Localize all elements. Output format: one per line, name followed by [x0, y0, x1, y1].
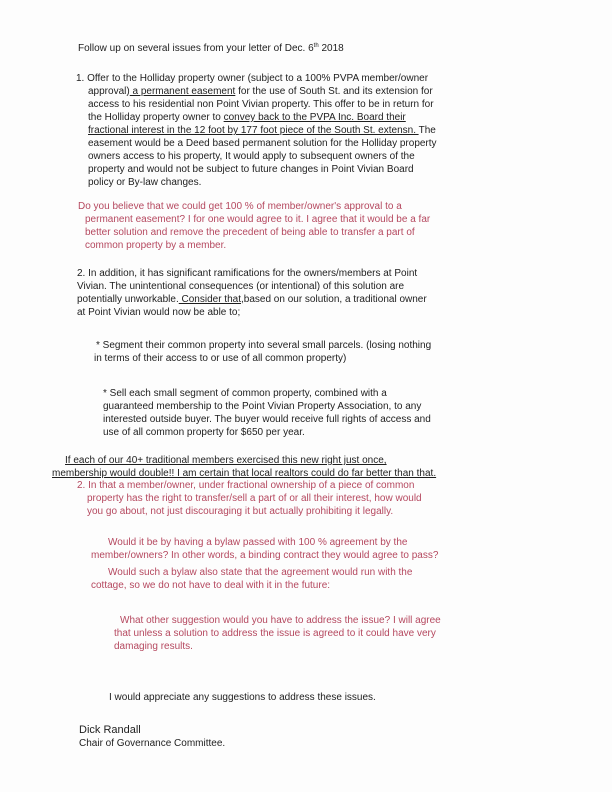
- reply-5-line: that unless a solution to address the issue is agreed to it could have very: [114, 628, 436, 639]
- item-1-paragraph: [76, 72, 437, 189]
- reply-2-paragraph: [77, 479, 422, 518]
- bullet-1-line: in terms of their access to or use of all common property): [94, 353, 347, 364]
- header-year: 2018: [318, 43, 344, 54]
- item-1-text: approval): [88, 86, 130, 97]
- item-1-underlined-text: a permanent easement: [129, 86, 236, 97]
- header-text: Follow up on several issues from your letter of Dec. 6: [78, 43, 314, 54]
- header-superscript: th: [313, 43, 319, 49]
- reply-1-line: Do you believe that we could get 100 % of member/owner's approval to a: [78, 201, 402, 212]
- reply-1-line: common property by a member.: [85, 240, 227, 251]
- reply-5-paragraph: [114, 614, 441, 653]
- item-1-line: easement would be a Deed based permanent solution for the Holliday property: [88, 138, 437, 149]
- item-1-text: the Holliday property owner to: [88, 112, 224, 123]
- reply-2-line: 2. In that a member/owner, under fractional ownership of a piece of common: [77, 480, 415, 491]
- reply-5-line: What other suggestion would you have to address the issue? I will agree: [120, 615, 441, 626]
- reply-4-line: Would such a bylaw also state that the agreement would run with the: [108, 567, 413, 578]
- bullet-2-line: interested outside buyer. The buyer would receive full rights of access and: [103, 414, 431, 425]
- item-2-text: ,based on our solution, a traditional owner: [241, 294, 427, 305]
- bullet-2-line: guaranteed membership to the Point Vivian Property Association, to any: [103, 401, 422, 412]
- item-1-line: policy or By-law changes.: [88, 177, 202, 188]
- item-1-underlined-text: fractional interest in the 12 foot by 177 foot piece of the South St. extensn.: [88, 125, 419, 136]
- membership-warning-line: membership would double!! I am certain that local realtors could do far better than that.: [52, 468, 437, 479]
- item-1-underlined-text: convey back to the PVPA Inc. Board their: [223, 112, 406, 123]
- item-2-line: at Point Vivian would now be able to;: [77, 307, 241, 318]
- signature-name: Dick Randall: [79, 724, 141, 736]
- membership-warning: [52, 454, 436, 480]
- reply-1-paragraph: [78, 200, 430, 252]
- item-1-line: access to his residential non Point Vivian property. This offer to be in return for: [88, 99, 434, 110]
- bullet-2: [103, 387, 431, 439]
- reply-2-line: you go about, not just discouraging it but actually prohibiting it legally.: [87, 506, 394, 517]
- closing-text: I would appreciate any suggestions to address these issues.: [109, 692, 376, 703]
- signature-title: Chair of Governance Committee.: [79, 738, 226, 749]
- reply-5-line: damaging results.: [114, 641, 193, 652]
- item-1-text: The: [418, 125, 436, 136]
- bullet-2-line: use of all common property for $650 per year.: [103, 427, 305, 438]
- reply-4-line: cottage, so we do not have to deal with it in the future:: [91, 580, 331, 591]
- closing-line: [109, 691, 376, 704]
- membership-warning-line: If each of our 40+ traditional members exercised this new right just once,: [65, 455, 387, 466]
- bullet-1: [94, 339, 431, 365]
- reply-3-paragraph: [91, 536, 438, 562]
- reply-2-line: property has the right to transfer/sell a part of or all their interest, how would: [87, 493, 422, 504]
- item-2-text: potentially unworkable.: [77, 294, 179, 305]
- reply-3-line: member/owners? In other words, a binding contract they would agree to pass?: [91, 550, 439, 561]
- item-1-text: for the use of South St. and its extension for: [235, 86, 433, 97]
- item-2-line: 2. In addition, it has significant ramifications for the owners/members at Point: [77, 268, 418, 279]
- reply-4-paragraph: [91, 566, 412, 592]
- item-1-line: 1. Offer to the Holliday property owner (subject to a 100% PVPA member/owner: [76, 73, 429, 84]
- item-2-paragraph: [77, 267, 427, 319]
- reply-3-line: Would it be by having a bylaw passed with 100 % agreement by the: [108, 537, 408, 548]
- reply-1-line: better solution and remove the precedent of being able to transfer a part of: [85, 227, 415, 238]
- bullet-1-line: * Segment their common property into several small parcels. (losing nothing: [96, 340, 432, 351]
- item-1-line: property and would not be subject to future changes in Point Vivian Board: [88, 164, 414, 175]
- item-2-underlined-text: Consider that: [178, 294, 241, 305]
- reply-1-line: permanent easement? I for one would agree to it. I agree that it would be a far: [85, 214, 431, 225]
- letter-header: [78, 42, 344, 55]
- bullet-2-line: * Sell each small segment of common property, combined with a: [103, 388, 387, 399]
- item-2-line: Vivian. The unintentional consequences (or intentional) of this solution are: [77, 281, 405, 292]
- signature-block: [79, 723, 225, 750]
- item-1-line: owners access to his property, It would apply to subsequent owners of the: [88, 151, 415, 162]
